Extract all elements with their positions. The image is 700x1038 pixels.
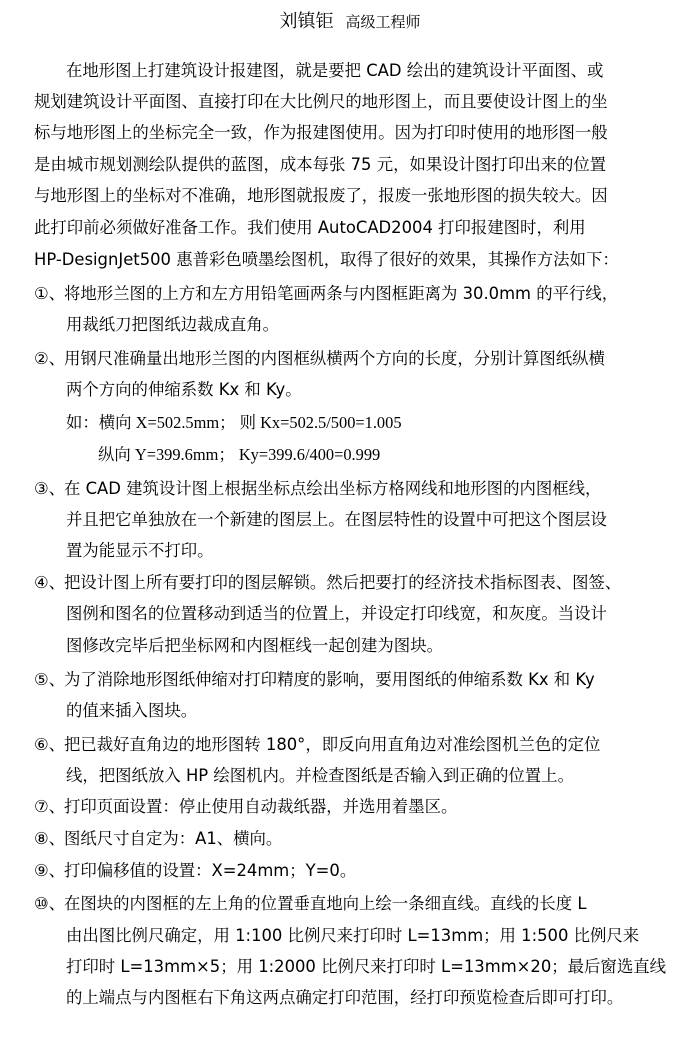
author-name: 刘镇钜 [279,11,334,32]
step-number: ⑨、 [34,861,66,880]
step-number: ②、 [34,349,66,368]
step-5 [34,670,595,690]
intro-line: 此打印前必须做好准备工作。我们使用 AutoCAD2004 打印报建图时，利用 [34,218,586,237]
example-horizontal: 如：横向 X=502.5mm； 则 Kx=502.5/500=1.005 [66,413,402,432]
step-number: ⑦、 [34,797,66,816]
step-number: ④、 [34,573,66,592]
step-3 [34,479,601,499]
author-rank: 高级工程师 [345,13,421,31]
step-number: ③、 [34,479,66,498]
step-number: ⑩、 [34,894,66,913]
step-text: 两个方向的伸缩系数 Kx 和 Ky。 [66,380,302,399]
step-text: 的值来插入图块。 [66,701,198,720]
step-text: 置为能显示不打印。 [66,541,214,560]
step-text: 打印页面设置：停止使用自动裁纸器，并选用着墨区。 [64,797,458,816]
step-text: 打印偏移值的设置：X=24mm；Y=0。 [64,861,357,880]
step-text: 用裁纸刀把图纸边裁成直角。 [66,315,280,334]
step-number: ⑤、 [34,670,66,689]
step-text: 把设计图上所有要打印的图层解锁。然后把要打的经济技术指标图表、图签、 [64,573,622,592]
step-text: 把已裁好直角边的地形图转 180°，即反向用直角边对准绘图机兰色的定位 [64,735,601,754]
step-4 [34,573,621,593]
step-8 [34,829,282,849]
step-6 [34,735,600,755]
step-2 [34,349,605,369]
intro-line: 规划建筑设计平面图、直接打印在大比例尺的地形图上，而且要使设计图上的坐 [34,92,608,111]
intro-line: HP-DesignJet500 惠普彩色喷墨绘图机，取得了很好的效果，其操作方法如下： [34,250,619,269]
step-text: 由出图比例尺确定，用 1:100 比例尺来打印时 L=13mm；用 1:500 比例尺来 [66,926,640,945]
step-text: 打印时 L=13mm×5；用 1:2000 比例尺来打印时 L=13mm×20；最后窗选直线 [66,957,666,976]
step-text: 图修改完毕后把坐标网和内图框线一起创建为图块。 [66,636,443,655]
step-number: ⑥、 [34,735,66,754]
intro-line: 是由城市规划测绘队提供的蓝图，成本每张 75 元，如果设计图打印出来的位置 [34,155,607,174]
step-number: ①、 [34,284,66,303]
intro-line: 与地形图上的坐标对不准确，地形图就报废了，报废一张地形图的损失较大。因 [34,186,608,205]
step-text: 线，把图纸放入 HP 绘图机内。并检查图纸是否输入到正确的位置上。 [66,766,574,785]
step-text: 用钢尺准确量出地形兰图的内图框纵横两个方向的长度，分别计算图纸纵横 [64,349,605,368]
page-title [0,10,700,34]
step-text: 图纸尺寸自定为：A1、横向。 [64,829,283,848]
example-vertical: 纵向 Y=399.6mm； Ky=399.6/400=0.999 [98,445,381,464]
step-text: 的上端点与内图框右下角这两点确定打印范围，经打印预览检查后即可打印。 [66,988,624,1007]
step-text: 在 CAD 建筑设计图上根据坐标点绘出坐标方格网线和地形图的内图框线， [64,479,602,498]
step-9 [34,861,356,881]
step-text: 为了消除地形图纸伸缩对打印精度的影响，要用图纸的伸缩系数 Kx 和 Ky [64,670,595,689]
step-number: ⑧、 [34,829,66,848]
step-text: 图例和图名的位置移动到适当的位置上，并设定打印线宽，和灰度。当设计 [66,604,607,623]
intro-line: 在地形图上打建筑设计报建图，就是要把 CAD 绘出的建筑设计平面图、或 [66,61,604,80]
step-text: 并且把它单独放在一个新建的图层上。在图层特性的设置中可把这个图层设 [66,510,607,529]
step-7 [34,797,457,817]
intro-line: 标与地形图上的坐标完全一致，作为报建图使用。因为打印时使用的地形图一般 [34,123,608,142]
step-1 [34,284,618,304]
step-text: 将地形兰图的上方和左方用铅笔画两条与内图框距离为 30.0mm 的平行线， [64,284,619,303]
step-text: 在图块的内图框的左上角的位置垂直地向上绘一条细直线。直线的长度 L [64,894,587,913]
step-10 [34,894,586,914]
